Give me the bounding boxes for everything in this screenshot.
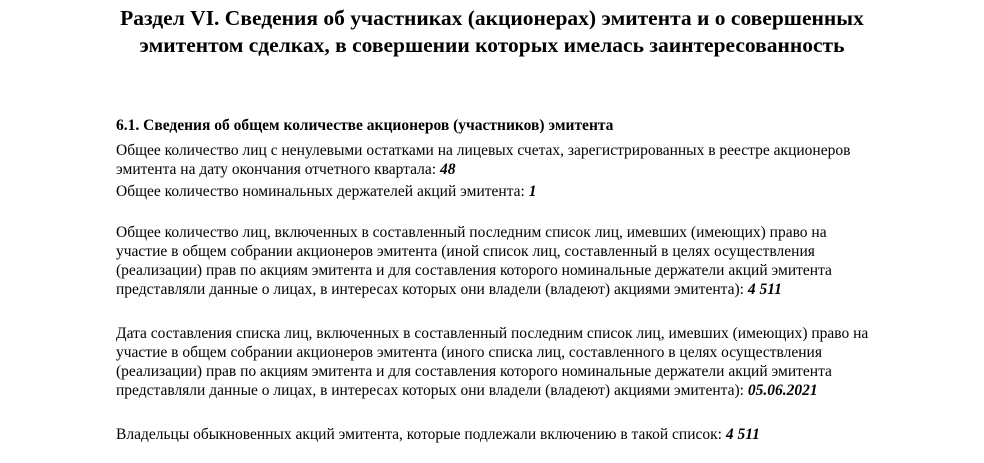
paragraph-value: 1	[528, 183, 537, 200]
paragraph-label: Владельцы обыкновенных акций эмитента, которые подлежали включению в такой список:	[116, 426, 726, 443]
paragraph-ordinary-shareholders	[116, 425, 876, 444]
subsection-title: 6.1. Сведения об общем количестве акционеров (участников) эмитента	[116, 117, 614, 134]
paragraph-value: 4 511	[725, 426, 760, 443]
paragraph-shareholders-count	[116, 141, 876, 179]
paragraph-value: 4 511	[747, 281, 782, 298]
paragraph-nominee-holders-count	[116, 182, 876, 201]
paragraph-label: Общее количество лиц, включенных в составленный последним список лиц, имевших (имеющих) право на участие в общем собрании акционеров эмитента (иной список лиц, составленный в целях осуществления (реализации) прав по акциям эмитента и для составления которого номинальные держатели акций эмитента представляли данные о лицах, в интересах которых они владели (владеют) акциями эмитента):	[116, 224, 832, 298]
paragraph-label: Общее количество номинальных держателей акций эмитента:	[116, 183, 529, 200]
paragraph-list-date	[116, 324, 876, 400]
section-title: Раздел VI. Сведения об участниках (акционерах) эмитента и о совершенных эмитентом сделках, в совершении которых имелась заинтересованность	[120, 6, 864, 57]
paragraph-meeting-list-count	[116, 223, 876, 299]
paragraph-value: 48	[439, 161, 456, 178]
paragraph-label: Дата составления списка лиц, включенных в составленный последним список лиц, имевших (имеющих) право на участие в общем собрании акционеров эмитента (иного списка лиц, составленного в целях осуществления (реализации) прав по акциям эмитента и для составления которого номинальные держатели акций эмитента представляли данные о лицах, в интересах которых они владели (владеют) акциями эмитента):	[116, 325, 869, 399]
paragraph-value: 05.06.2021	[747, 382, 818, 399]
paragraph-label: Общее количество лиц с ненулевыми остатками на лицевых счетах, зарегистрированных в реестре акционеров эмитента на дату окончания отчетного квартала:	[116, 142, 851, 178]
